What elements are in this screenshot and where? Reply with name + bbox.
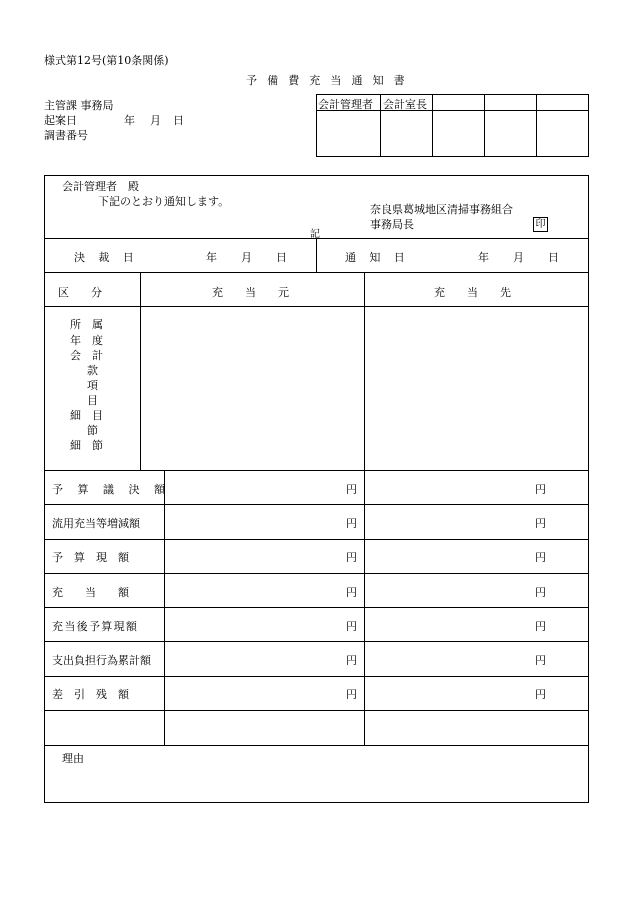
reason-field[interactable] [100, 766, 580, 798]
category-label: 項 [87, 379, 98, 392]
reason-label: 理由 [62, 752, 84, 765]
yen-unit: 円 [535, 517, 546, 530]
decision-year: 年 [206, 251, 217, 264]
notify-month: 月 [513, 251, 524, 264]
col-juto-moto: 充 当 元 [212, 286, 289, 299]
notify-day: 日 [548, 251, 559, 264]
category-label: 節 [87, 424, 98, 437]
yen-unit: 円 [346, 620, 357, 633]
col-juto-saki: 充 当 先 [434, 286, 511, 299]
approval-col-kaikei-kanrisha: 会計管理者 [318, 98, 373, 111]
addressee: 会計管理者 殿 [62, 180, 139, 193]
decision-day: 日 [276, 251, 287, 264]
draft-day: 日 [173, 114, 184, 127]
approval-stamp-box[interactable] [488, 96, 534, 156]
row-label-sashihiki-zangaku: 差 引 残 額 [52, 688, 129, 701]
notice-body: 下記のとおり通知します。 [98, 195, 230, 208]
category-label: 款 [87, 364, 98, 377]
row-label-yosan-gengaku: 予 算 現 額 [52, 551, 129, 564]
category-label: 目 [87, 394, 98, 407]
row-label-shishutsu-futan: 支出負担行為累計額 [52, 654, 151, 667]
approval-stamp-box[interactable] [540, 96, 586, 156]
yen-unit: 円 [535, 688, 546, 701]
doc-no-label: 調書番号 [44, 129, 88, 142]
row-label-jutogo-yosan: 充当後予算現額 [52, 620, 139, 633]
draft-month: 月 [150, 114, 161, 127]
category-label: 会 計 [70, 349, 103, 362]
yen-unit: 円 [346, 551, 357, 564]
row-label-ryuyo-juto: 流用充当等増減額 [52, 517, 140, 530]
notify-year: 年 [478, 251, 489, 264]
form-id: 様式第12号(第10条関係) [44, 54, 169, 67]
decision-date-label: 決 裁 日 [74, 251, 139, 264]
yen-unit: 円 [535, 620, 546, 633]
seal-icon: 印 [533, 217, 548, 232]
category-label: 年 度 [70, 334, 103, 347]
page-title: 予 備 費 充 当 通 知 書 [246, 74, 408, 87]
decision-month: 月 [241, 251, 252, 264]
row-label-juto-gaku: 充 当 額 [52, 586, 129, 599]
yen-unit: 円 [535, 483, 546, 496]
category-label: 細 節 [70, 439, 103, 452]
yen-unit: 円 [346, 483, 357, 496]
yen-unit: 円 [346, 654, 357, 667]
approval-col-kaikei-shitsucho: 会計室長 [383, 98, 427, 111]
category-label: 細 目 [70, 409, 103, 422]
draft-year: 年 [124, 114, 135, 127]
yen-unit: 円 [535, 654, 546, 667]
org-head: 事務局長 [370, 218, 414, 231]
yen-unit: 円 [346, 688, 357, 701]
notify-date-label: 通 知 日 [345, 251, 410, 264]
row-label-yosan-giketsu: 予 算 議 決 額 [52, 483, 171, 496]
ki-label: 記 [310, 229, 320, 240]
category-label: 所 属 [70, 318, 103, 331]
col-kubun: 区 分 [58, 286, 102, 299]
org-name: 奈良県葛城地区清掃事務組合 [370, 203, 513, 216]
yen-unit: 円 [535, 586, 546, 599]
yen-unit: 円 [535, 551, 546, 564]
yen-unit: 円 [346, 517, 357, 530]
yen-unit: 円 [346, 586, 357, 599]
approval-stamp-box[interactable] [436, 96, 482, 156]
dept-label: 主管課 事務局 [44, 99, 114, 112]
draft-date-label: 起案日 [44, 114, 77, 127]
